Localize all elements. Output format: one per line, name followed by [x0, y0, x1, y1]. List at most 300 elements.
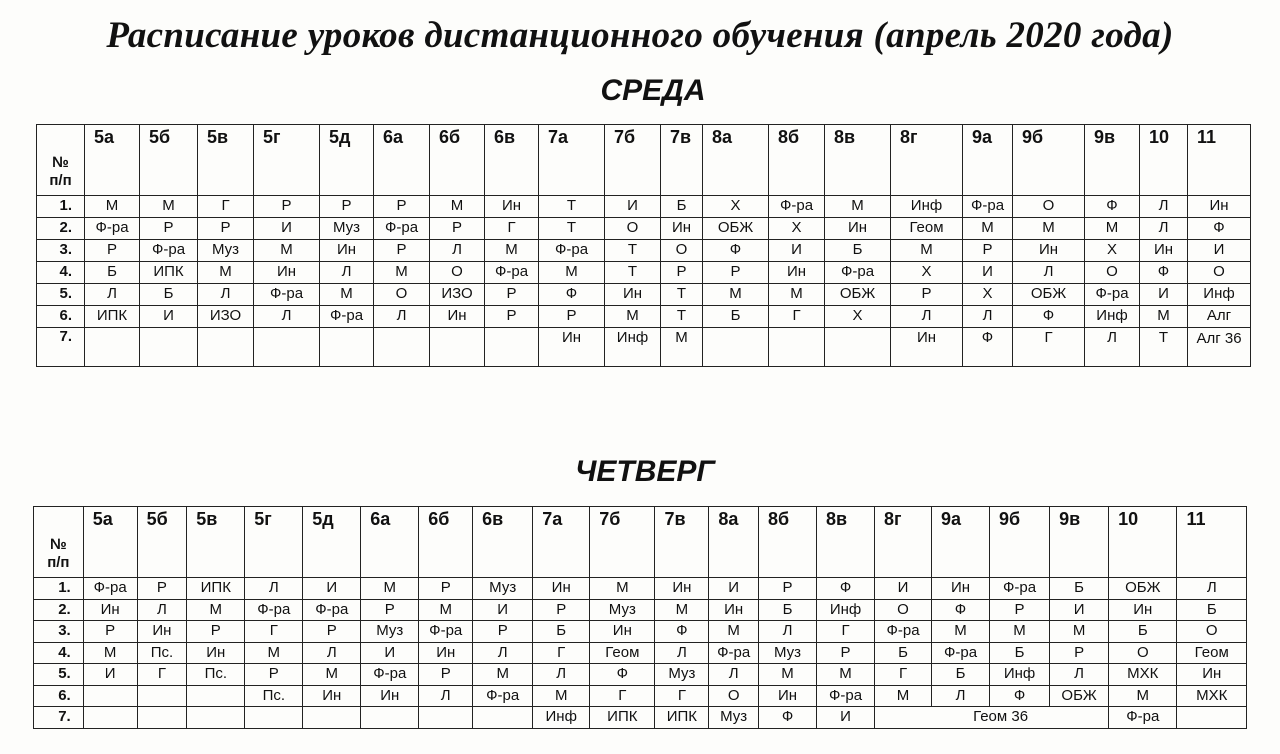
class-header: 6в [473, 507, 533, 578]
class-header: 5г [245, 507, 303, 578]
lesson-cell: Ф-ра [140, 240, 198, 262]
lesson-cell [825, 328, 891, 367]
lesson-cell: М [825, 196, 891, 218]
lesson-cell: И [605, 196, 661, 218]
lesson-cell: Р [361, 599, 419, 621]
lesson-cell: Ин [661, 218, 703, 240]
lesson-number: 4. [34, 642, 84, 664]
lesson-cell: Ф [1085, 196, 1140, 218]
table-row [34, 664, 1247, 686]
lesson-cell: Алг [1188, 306, 1251, 328]
lesson-cell: М [1085, 218, 1140, 240]
lesson-cell: Б [661, 196, 703, 218]
class-header: 9в [1085, 125, 1140, 196]
lesson-cell [254, 328, 320, 367]
class-header: 6в [485, 125, 539, 196]
class-header: 8б [769, 125, 825, 196]
lesson-cell: О [661, 240, 703, 262]
lesson-cell: И [473, 599, 533, 621]
lesson-cell: Ф-ра [83, 578, 137, 600]
lesson-cell: Б [85, 262, 140, 284]
lesson-cell: Г [485, 218, 539, 240]
lesson-cell: Л [419, 685, 473, 707]
lesson-cell: Ин [1109, 599, 1177, 621]
lesson-cell: ИПК [187, 578, 245, 600]
lesson-cell: Р [140, 218, 198, 240]
lesson-cell: Инф [533, 707, 590, 729]
class-header: 5д [303, 507, 361, 578]
lesson-cell: Ф-ра [963, 196, 1013, 218]
lesson-cell: Ин [891, 328, 963, 367]
lesson-cell [140, 328, 198, 367]
lesson-cell: Р [198, 218, 254, 240]
table-row [34, 685, 1247, 707]
lesson-cell: Г [590, 685, 655, 707]
lesson-number: 1. [37, 196, 85, 218]
lesson-cell: Ин [254, 262, 320, 284]
lesson-cell: Р [419, 578, 473, 600]
lesson-cell: Т [661, 284, 703, 306]
lesson-cell: Л [303, 642, 361, 664]
lesson-cell: ИПК [590, 707, 655, 729]
lesson-cell: М [875, 685, 932, 707]
lesson-cell: Инф [605, 328, 661, 367]
lesson-cell: Р [963, 240, 1013, 262]
class-header: 7а [533, 507, 590, 578]
lesson-cell: ОБЖ [1109, 578, 1177, 600]
lesson-cell: Л [1050, 664, 1109, 686]
lesson-cell: О [605, 218, 661, 240]
lesson-cell: Инф [990, 664, 1050, 686]
class-header: 5г [254, 125, 320, 196]
lesson-cell: Ф-ра [875, 621, 932, 643]
lesson-cell: Р [303, 621, 361, 643]
lesson-number: 7. [34, 707, 84, 729]
lesson-cell: Т [661, 306, 703, 328]
class-header: 9в [1050, 507, 1109, 578]
lesson-cell: М [703, 284, 769, 306]
lesson-cell: Ф-ра [709, 642, 759, 664]
lesson-cell: Л [137, 599, 187, 621]
class-header: 6а [374, 125, 430, 196]
lesson-cell: МХК [1109, 664, 1177, 686]
lesson-number: 3. [34, 621, 84, 643]
lesson-cell: Р [539, 306, 605, 328]
lesson-cell: Геом 36 [875, 707, 1109, 729]
lesson-cell: М [85, 196, 140, 218]
class-header: 9б [1013, 125, 1085, 196]
lesson-cell: М [1050, 621, 1109, 643]
lesson-cell: Р [187, 621, 245, 643]
lesson-cell: М [303, 664, 361, 686]
lesson-cell: Пс. [245, 685, 303, 707]
lesson-cell: Ин [655, 578, 709, 600]
lesson-cell: Ин [759, 685, 817, 707]
lesson-cell: И [303, 578, 361, 600]
lesson-cell: М [539, 262, 605, 284]
lesson-cell: Ин [1140, 240, 1188, 262]
lesson-cell: Л [1140, 218, 1188, 240]
lesson-cell: Л [963, 306, 1013, 328]
lesson-cell: Муз [473, 578, 533, 600]
lesson-number: 4. [37, 262, 85, 284]
lesson-cell: Л [85, 284, 140, 306]
lesson-cell: Ин [137, 621, 187, 643]
table-row [34, 578, 1247, 600]
lesson-cell: Ф-ра [539, 240, 605, 262]
lesson-cell: М [533, 685, 590, 707]
class-header: 7в [655, 507, 709, 578]
class-header: 8в [825, 125, 891, 196]
lesson-cell: Х [825, 306, 891, 328]
lesson-cell: О [875, 599, 932, 621]
class-header: 11 [1188, 125, 1251, 196]
lesson-cell: М [932, 621, 990, 643]
lesson-cell: М [419, 599, 473, 621]
lesson-cell: Ф [759, 707, 817, 729]
lesson-cell: М [590, 578, 655, 600]
lesson-cell: Ф-ра [254, 284, 320, 306]
lesson-cell: Г [817, 621, 875, 643]
lesson-cell: Ин [485, 196, 539, 218]
class-header: 8б [759, 507, 817, 578]
lesson-cell: Ин [1188, 196, 1251, 218]
lesson-cell: Л [655, 642, 709, 664]
table-row [34, 707, 1247, 729]
lesson-cell [198, 328, 254, 367]
lesson-cell: Ф-ра [1109, 707, 1177, 729]
lesson-cell: Муз [709, 707, 759, 729]
lesson-cell: Б [1177, 599, 1247, 621]
lesson-cell: М [187, 599, 245, 621]
table-row [34, 621, 1247, 643]
lesson-cell: ОБЖ [1013, 284, 1085, 306]
lesson-cell: М [198, 262, 254, 284]
lesson-cell: Р [83, 621, 137, 643]
lesson-cell: ИПК [85, 306, 140, 328]
class-header: 7в [661, 125, 703, 196]
lesson-cell [187, 685, 245, 707]
lesson-number: 2. [37, 218, 85, 240]
lesson-cell: Б [932, 664, 990, 686]
lesson-cell: Л [430, 240, 485, 262]
lesson-cell: Ин [1177, 664, 1247, 686]
lesson-cell: Ф-ра [817, 685, 875, 707]
lesson-cell: Р [485, 284, 539, 306]
lesson-cell: Инф [817, 599, 875, 621]
lesson-cell [85, 328, 140, 367]
lesson-cell: Р [245, 664, 303, 686]
lesson-number: 7. [37, 328, 85, 367]
lesson-cell: О [1177, 621, 1247, 643]
class-header: 6а [361, 507, 419, 578]
lesson-number: 6. [37, 306, 85, 328]
table-row [37, 240, 1251, 262]
lesson-number: 5. [37, 284, 85, 306]
lesson-cell: Ин [605, 284, 661, 306]
lesson-cell: Б [990, 642, 1050, 664]
lesson-cell: Ин [590, 621, 655, 643]
lesson-cell: М [245, 642, 303, 664]
lesson-cell [187, 707, 245, 729]
lesson-cell: И [875, 578, 932, 600]
lesson-cell: М [361, 578, 419, 600]
lesson-cell: Ф [703, 240, 769, 262]
lesson-cell: Ф-ра [245, 599, 303, 621]
lesson-cell: Геом [891, 218, 963, 240]
lesson-cell: Р [320, 196, 374, 218]
lesson-cell: М [473, 664, 533, 686]
class-header: 6б [419, 507, 473, 578]
lesson-cell: Ф [590, 664, 655, 686]
lesson-cell: Л [1013, 262, 1085, 284]
lesson-cell [320, 328, 374, 367]
page-title: Расписание уроков дистанционного обучения (апрель 2020 года) [106, 15, 1174, 56]
lesson-cell: Инф [1085, 306, 1140, 328]
lesson-cell: Х [1085, 240, 1140, 262]
lesson-cell [245, 707, 303, 729]
lesson-cell: Ф [1140, 262, 1188, 284]
lesson-cell [430, 328, 485, 367]
lesson-cell: М [1109, 685, 1177, 707]
lesson-cell: М [254, 240, 320, 262]
class-header: 5а [85, 125, 140, 196]
lesson-cell: Х [769, 218, 825, 240]
class-header: 9а [932, 507, 990, 578]
table-row [34, 642, 1247, 664]
lesson-cell: Л [759, 621, 817, 643]
lesson-cell: И [140, 306, 198, 328]
lesson-cell: Т [605, 240, 661, 262]
lesson-cell: Р [430, 218, 485, 240]
lesson-cell: М [709, 621, 759, 643]
lesson-cell: Ф-ра [374, 218, 430, 240]
lesson-cell: О [1188, 262, 1251, 284]
lesson-cell: Пс. [187, 664, 245, 686]
lesson-cell: Инф [891, 196, 963, 218]
lesson-cell [419, 707, 473, 729]
class-header: 8а [709, 507, 759, 578]
day-heading-thursday: ЧЕТВЕРГ [575, 455, 715, 488]
lesson-cell: Ин [825, 218, 891, 240]
lesson-cell: Ин [709, 599, 759, 621]
lesson-cell: Ф [990, 685, 1050, 707]
lesson-cell: Р [473, 621, 533, 643]
table-row [37, 196, 1251, 218]
lesson-cell: М [655, 599, 709, 621]
table-row [37, 262, 1251, 284]
class-header: 8в [817, 507, 875, 578]
lesson-number: 2. [34, 599, 84, 621]
class-header: 8а [703, 125, 769, 196]
lesson-cell: Г [875, 664, 932, 686]
lesson-cell: Б [703, 306, 769, 328]
class-header: 7б [590, 507, 655, 578]
lesson-cell: Муз [361, 621, 419, 643]
lesson-cell: Ф-ра [825, 262, 891, 284]
lesson-cell [137, 685, 187, 707]
lesson-cell: М [661, 328, 703, 367]
lesson-cell: Ин [419, 642, 473, 664]
lesson-cell: Б [825, 240, 891, 262]
lesson-cell: Муз [198, 240, 254, 262]
lesson-cell: Л [1085, 328, 1140, 367]
lesson-cell: Р [85, 240, 140, 262]
class-header: 6б [430, 125, 485, 196]
lesson-cell: Р [990, 599, 1050, 621]
lesson-cell: ОБЖ [703, 218, 769, 240]
lesson-cell [303, 707, 361, 729]
lesson-cell: Геом [590, 642, 655, 664]
lesson-cell: Ин [539, 328, 605, 367]
lesson-cell: Ф-ра [320, 306, 374, 328]
lesson-cell: ИПК [655, 707, 709, 729]
lesson-cell: Т [1140, 328, 1188, 367]
lesson-cell: Ф [963, 328, 1013, 367]
table-header-row [34, 507, 1247, 578]
lesson-cell: М [963, 218, 1013, 240]
lesson-cell: Ин [1013, 240, 1085, 262]
lesson-cell: И [1140, 284, 1188, 306]
lesson-cell: Р [891, 284, 963, 306]
lesson-cell: М [817, 664, 875, 686]
lesson-cell: Ф-ра [990, 578, 1050, 600]
lesson-cell: ИЗО [198, 306, 254, 328]
lesson-cell: И [1188, 240, 1251, 262]
lesson-cell: Муз [320, 218, 374, 240]
lesson-number: 5. [34, 664, 84, 686]
lesson-cell: Ин [430, 306, 485, 328]
class-header: 11 [1177, 507, 1247, 578]
lesson-cell: Ф [655, 621, 709, 643]
lesson-cell: Т [539, 196, 605, 218]
schedule-table-thursday [33, 506, 1247, 729]
lesson-cell: Л [891, 306, 963, 328]
lesson-cell: Т [605, 262, 661, 284]
lesson-cell: Р [759, 578, 817, 600]
lesson-cell [1177, 707, 1247, 729]
lesson-cell: Ф [1013, 306, 1085, 328]
table-row [37, 218, 1251, 240]
lesson-cell: Ин [769, 262, 825, 284]
class-header: 9а [963, 125, 1013, 196]
lesson-cell: Ин [303, 685, 361, 707]
lesson-cell: Х [703, 196, 769, 218]
lesson-cell: Ин [361, 685, 419, 707]
class-header: 7а [539, 125, 605, 196]
number-column-header: № п/п [34, 507, 84, 578]
lesson-number: 3. [37, 240, 85, 262]
lesson-cell: Муз [590, 599, 655, 621]
lesson-cell: М [83, 642, 137, 664]
lesson-cell: Ф [539, 284, 605, 306]
lesson-cell: ОБЖ [825, 284, 891, 306]
class-header: 5а [83, 507, 137, 578]
table-row [37, 306, 1251, 328]
lesson-cell: Ф-ра [769, 196, 825, 218]
lesson-cell: И [769, 240, 825, 262]
lesson-cell: И [83, 664, 137, 686]
class-header: 10 [1140, 125, 1188, 196]
lesson-cell: М [430, 196, 485, 218]
lesson-cell: ИПК [140, 262, 198, 284]
lesson-number: 1. [34, 578, 84, 600]
lesson-cell: Л [245, 578, 303, 600]
lesson-cell: Л [374, 306, 430, 328]
lesson-cell: О [430, 262, 485, 284]
lesson-cell: Л [1177, 578, 1247, 600]
lesson-cell: Л [932, 685, 990, 707]
lesson-cell: Ин [83, 599, 137, 621]
lesson-cell: Муз [655, 664, 709, 686]
table-row [37, 284, 1251, 306]
lesson-cell: Р [485, 306, 539, 328]
lesson-cell [769, 328, 825, 367]
lesson-cell: Ин [932, 578, 990, 600]
lesson-cell: Т [539, 218, 605, 240]
lesson-cell: Л [254, 306, 320, 328]
lesson-cell: Р [137, 578, 187, 600]
lesson-cell: Ин [533, 578, 590, 600]
lesson-cell: Б [759, 599, 817, 621]
lesson-cell: Б [533, 621, 590, 643]
lesson-cell: Г [137, 664, 187, 686]
lesson-cell [374, 328, 430, 367]
lesson-cell: М [605, 306, 661, 328]
lesson-cell: М [140, 196, 198, 218]
lesson-cell: Б [1050, 578, 1109, 600]
class-header: 9б [990, 507, 1050, 578]
lesson-cell: М [769, 284, 825, 306]
lesson-cell: Р [374, 240, 430, 262]
lesson-cell: Р [419, 664, 473, 686]
lesson-cell: Л [1140, 196, 1188, 218]
lesson-cell: Ин [320, 240, 374, 262]
lesson-cell: Ф-ра [932, 642, 990, 664]
lesson-cell: Р [817, 642, 875, 664]
class-header: 8г [875, 507, 932, 578]
lesson-cell: И [1050, 599, 1109, 621]
lesson-cell [83, 707, 137, 729]
lesson-cell: Р [1050, 642, 1109, 664]
lesson-cell: МХК [1177, 685, 1247, 707]
lesson-cell: Б [140, 284, 198, 306]
lesson-cell: М [891, 240, 963, 262]
lesson-cell: Б [875, 642, 932, 664]
lesson-cell [703, 328, 769, 367]
day-heading-wednesday: СРЕДА [600, 74, 706, 107]
lesson-cell: Ф-ра [1085, 284, 1140, 306]
class-header: 7б [605, 125, 661, 196]
lesson-cell: Г [198, 196, 254, 218]
lesson-cell: Ин [187, 642, 245, 664]
lesson-cell: Ф-ра [85, 218, 140, 240]
lesson-cell: Инф [1188, 284, 1251, 306]
lesson-cell: И [254, 218, 320, 240]
lesson-cell: М [1013, 218, 1085, 240]
table-row [34, 599, 1247, 621]
lesson-cell [83, 685, 137, 707]
number-column-header: № п/п [37, 125, 85, 196]
lesson-cell: Ф-ра [303, 599, 361, 621]
lesson-cell: О [1013, 196, 1085, 218]
lesson-cell: Ф-ра [485, 262, 539, 284]
lesson-cell: Л [533, 664, 590, 686]
lesson-cell: Г [533, 642, 590, 664]
lesson-cell: И [963, 262, 1013, 284]
lesson-cell [485, 328, 539, 367]
lesson-cell: И [361, 642, 419, 664]
